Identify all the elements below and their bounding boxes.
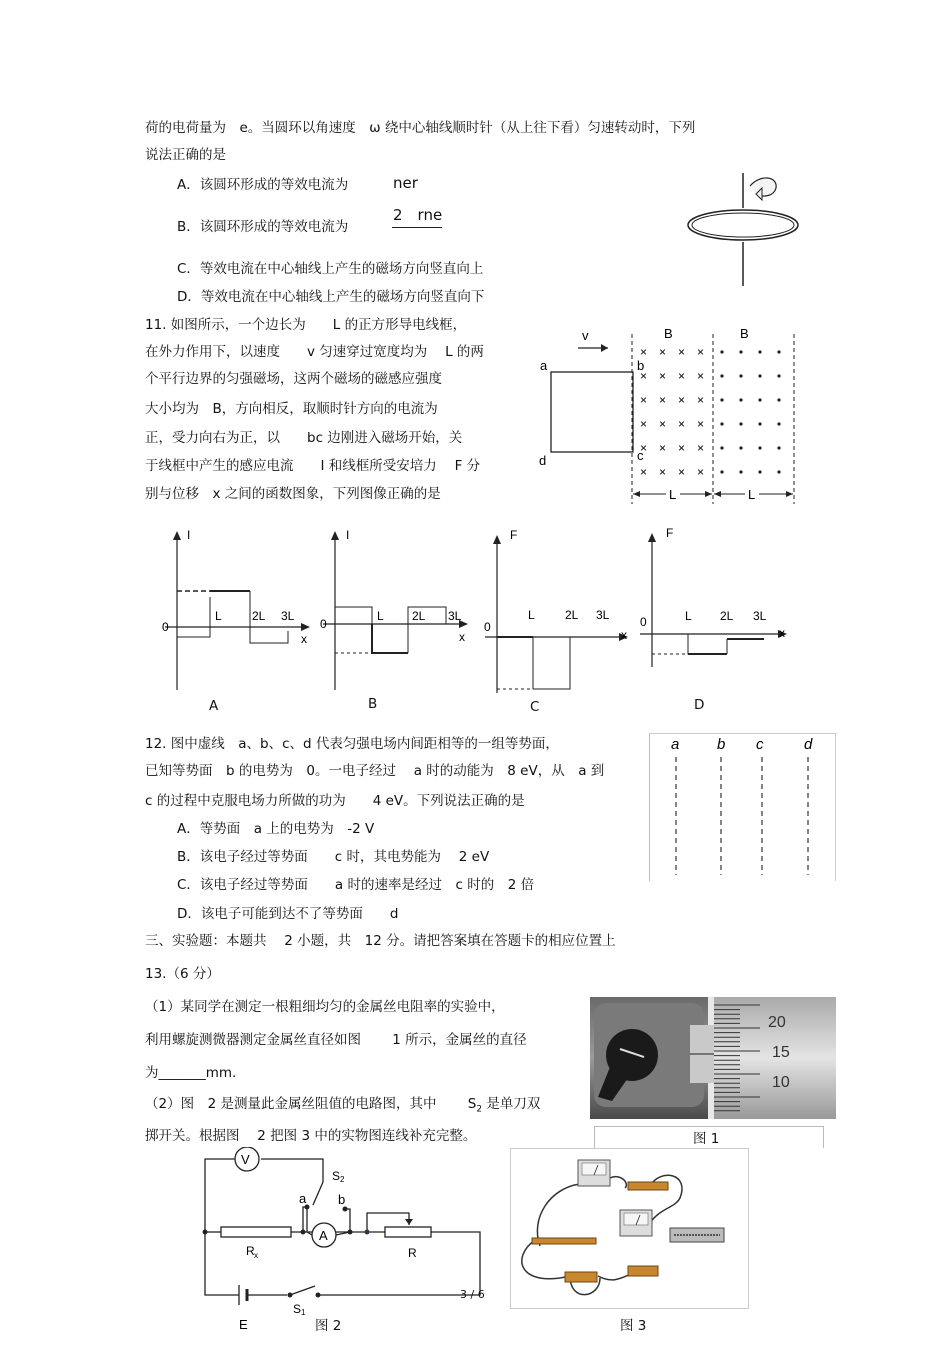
figure-2-caption: 图 2: [315, 1318, 342, 1334]
graph-c-caption: C: [530, 699, 540, 715]
q13-part2-subscript: 2: [476, 1104, 483, 1115]
svg-text:×: ×: [640, 465, 648, 479]
graph-d-tick-3l: 3L: [753, 609, 767, 623]
q12-option-b: B．该电子经过等势面 c 时，其电势能为 2 eV: [177, 849, 490, 865]
figure-3-caption: 图 3: [620, 1318, 647, 1334]
graph-b-tick-2l: 2L: [412, 609, 426, 623]
graph-a-caption: A: [209, 698, 219, 714]
q10-option-b-numerator: 2 rne: [393, 206, 443, 224]
graph-b-ylabel: I: [346, 528, 350, 542]
graph-c-ylabel: F: [510, 528, 518, 542]
svg-text:×: ×: [659, 345, 667, 359]
graph-b-xlabel: x: [459, 630, 465, 644]
graph-c-tick-l: L: [528, 608, 535, 622]
svg-text:×: ×: [697, 465, 705, 479]
q13-part1-line3: 为_______mm.: [145, 1065, 237, 1081]
width-label-l2: L: [748, 487, 756, 502]
corner-label-d: d: [539, 453, 547, 468]
svg-text:×: ×: [678, 417, 686, 431]
q10-option-a-expression: ner: [393, 174, 418, 192]
page-number: 3 / 6: [460, 1288, 485, 1301]
svg-text:×: ×: [678, 393, 686, 407]
svg-text:×: ×: [697, 417, 705, 431]
q12-line-1: 12. 图中虚线 a、b、c、d 代表匀强电场内间距相等的一组等势面，: [145, 736, 559, 752]
field-label-b2: B: [740, 326, 749, 341]
switch-s2-label: S: [332, 1169, 341, 1183]
section-3-heading: 三、实验题：本题共 2 小题，共 12 分。请把答案填在答题卡的相应位置上: [145, 933, 616, 949]
q11-line-4: 大小均为 B，方向相反，取顺时针方向的电流为: [145, 401, 438, 417]
svg-text:×: ×: [640, 441, 648, 455]
field-label-b1: B: [664, 326, 673, 341]
svg-text:×: ×: [697, 441, 705, 455]
switch-contact-b: b: [338, 1192, 346, 1207]
svg-text:×: ×: [678, 345, 686, 359]
q13-part2-text: （2）图 2 是测量此金属丝阻值的电路图，其中 S: [145, 1096, 477, 1112]
resistor-rx: [221, 1227, 291, 1237]
q10-intro-line2: 说法正确的是: [145, 147, 226, 163]
rheostat-r: [385, 1227, 431, 1237]
micrometer-scale-10: 10: [772, 1074, 790, 1091]
svg-text:×: ×: [659, 369, 667, 383]
equipotential-label-a: a: [671, 736, 680, 753]
micrometer-photo: [590, 997, 836, 1119]
svg-text:×: ×: [678, 465, 686, 479]
corner-label-a: a: [540, 358, 548, 373]
q12-option-a: A．等势面 a 上的电势为 -2 V: [177, 821, 375, 837]
q13-heading: 13.（6 分）: [145, 966, 220, 982]
q12-line-2: 已知等势面 b 的电势为 0。一电子经过 a 时的动能为 8 eV，从 a 到: [145, 763, 605, 779]
square-frame: [551, 372, 633, 452]
switch-s1-subscript: 1: [301, 1308, 306, 1317]
svg-text:×: ×: [659, 393, 667, 407]
graph-d-tick-l: L: [685, 609, 692, 623]
figure-1-caption: 图 1: [693, 1131, 720, 1147]
q13-part2-line2: 掷开关。根据图 2 把图 3 中的实物图连线补充完整。: [145, 1128, 477, 1144]
field-out-of-page-dots: [720, 350, 780, 473]
graph-a-tick-2l: 2L: [252, 609, 266, 623]
figure-1-border-right: [823, 1126, 824, 1148]
svg-text:×: ×: [659, 417, 667, 431]
graph-b-tick-3l: 3L: [448, 609, 462, 623]
q12-line-3: c 的过程中克服电场力所做的功为 4 eV。下列说法正确的是: [145, 793, 525, 809]
q13-part2-line1: [145, 1098, 540, 1115]
fraction-bar: [392, 227, 442, 228]
voltmeter-label: V: [241, 1152, 250, 1167]
svg-text:×: ×: [640, 393, 648, 407]
graph-d: [633, 527, 793, 722]
q13-part1-line1: （1）某同学在测定一根粗细均匀的金属丝电阻率的实验中，: [145, 999, 505, 1015]
graph-b: [318, 527, 473, 722]
graph-d-xlabel: x: [779, 626, 785, 640]
graph-b-origin: 0: [320, 617, 327, 631]
velocity-label: v: [582, 328, 589, 343]
graph-d-tick-2l: 2L: [720, 609, 734, 623]
graph-d-caption: D: [694, 697, 705, 713]
equipotential-label-b: b: [717, 736, 726, 753]
switch-s1-label: S: [293, 1302, 302, 1316]
svg-text:×: ×: [697, 345, 705, 359]
switch-component: [628, 1182, 668, 1190]
svg-text:×: ×: [697, 393, 705, 407]
resistor-rx-label: R: [246, 1244, 255, 1258]
width-label-l1: L: [669, 487, 677, 502]
resistance-wire: [532, 1238, 596, 1244]
graph-d-ylabel: F: [666, 527, 674, 540]
battery-component: [565, 1272, 597, 1282]
svg-text:×: ×: [659, 441, 667, 455]
equipotential-figure: [649, 733, 837, 881]
graph-a-origin: 0: [162, 620, 169, 634]
graph-a-tick-l: L: [215, 609, 222, 623]
equipotential-label-d: d: [804, 736, 813, 753]
graph-a-ylabel: I: [187, 528, 191, 542]
battery-label: E: [239, 1317, 248, 1332]
resistor-rx-subscript: x: [254, 1251, 258, 1260]
svg-text:×: ×: [678, 369, 686, 383]
q10-option-d: D．等效电流在中心轴线上产生的磁场方向竖直向下: [177, 289, 485, 305]
q10-intro-line1: 荷的电荷量为 e。当圆环以角速度 ω 绕中心轴线顺时针（从上往下看）匀速转动时，下列: [145, 120, 696, 136]
q10-option-c: C．等效电流在中心轴线上产生的磁场方向竖直向上: [177, 261, 484, 277]
micrometer-scale-20: 20: [768, 1014, 786, 1031]
corner-label-c: c: [637, 448, 644, 463]
switch-s1-component: [628, 1266, 658, 1276]
figure-1-border-left: [594, 1126, 595, 1148]
figure-1-border: [594, 1126, 824, 1127]
graph-d-origin: 0: [640, 615, 647, 629]
q11-line-7: 别与位移 x 之间的函数图象，下列图像正确的是: [145, 486, 441, 502]
svg-text:×: ×: [697, 369, 705, 383]
q10-option-a: A．该圆环形成的等效电流为: [177, 177, 349, 193]
q13-part2-tail: 是单刀双: [482, 1096, 541, 1112]
magnetic-field-figure: [530, 322, 800, 512]
graph-c: [478, 527, 633, 722]
switch-contact-a: a: [299, 1191, 307, 1206]
micrometer-scale-15: 15: [772, 1044, 790, 1061]
q12-option-d: D．该电子可能到达不了等势面 d: [177, 906, 399, 922]
graph-c-origin: 0: [484, 620, 491, 634]
circuit-diagram: [195, 1147, 495, 1337]
apparatus-photo: [510, 1148, 750, 1310]
ammeter-label: A: [319, 1228, 328, 1243]
q12-option-c: C．该电子经过等势面 a 时的速率是经过 c 时的 2 倍: [177, 877, 535, 893]
equipotential-label-c: c: [756, 736, 764, 753]
q13-part1-line2: 利用螺旋测微器测定金属丝直径如图 1 所示，金属丝的直径: [145, 1032, 527, 1048]
graph-a-tick-3l: 3L: [281, 609, 295, 623]
graph-b-caption: B: [368, 696, 378, 712]
q11-line-1: 11. 如图所示，一个边长为 L 的正方形导电线框，: [145, 317, 467, 333]
graph-a-xlabel: x: [301, 632, 307, 646]
svg-text:×: ×: [678, 441, 686, 455]
graph-c-xlabel: x: [621, 628, 627, 642]
graph-c-tick-3l: 3L: [596, 608, 610, 622]
switch-s2-subscript: 2: [340, 1175, 345, 1184]
q11-line-2: 在外力作用下，以速度 v 匀速穿过宽度均为 L 的两: [145, 344, 484, 360]
q11-line-5: 正，受力向右为正，以 bc 边刚进入磁场开始，关: [145, 430, 463, 446]
svg-text:×: ×: [640, 369, 648, 383]
svg-text:×: ×: [640, 417, 648, 431]
q10-option-b: B．该圆环形成的等效电流为: [177, 219, 349, 235]
rheostat-label: R: [408, 1246, 417, 1260]
graph-c-tick-2l: 2L: [565, 608, 579, 622]
q11-line-3: 个平行边界的匀强磁场，这两个磁场的磁感应强度: [145, 371, 442, 387]
field-into-page-crosses: [640, 345, 704, 479]
q11-line-6: 于线框中产生的感应电流 I 和线框所受安培力 F 分: [145, 458, 481, 474]
svg-text:×: ×: [640, 345, 648, 359]
rotating-ring-figure: [680, 168, 810, 290]
corner-label-b: b: [637, 358, 645, 373]
graph-b-tick-l: L: [377, 609, 384, 623]
svg-text:×: ×: [659, 465, 667, 479]
graph-a: [160, 527, 315, 722]
